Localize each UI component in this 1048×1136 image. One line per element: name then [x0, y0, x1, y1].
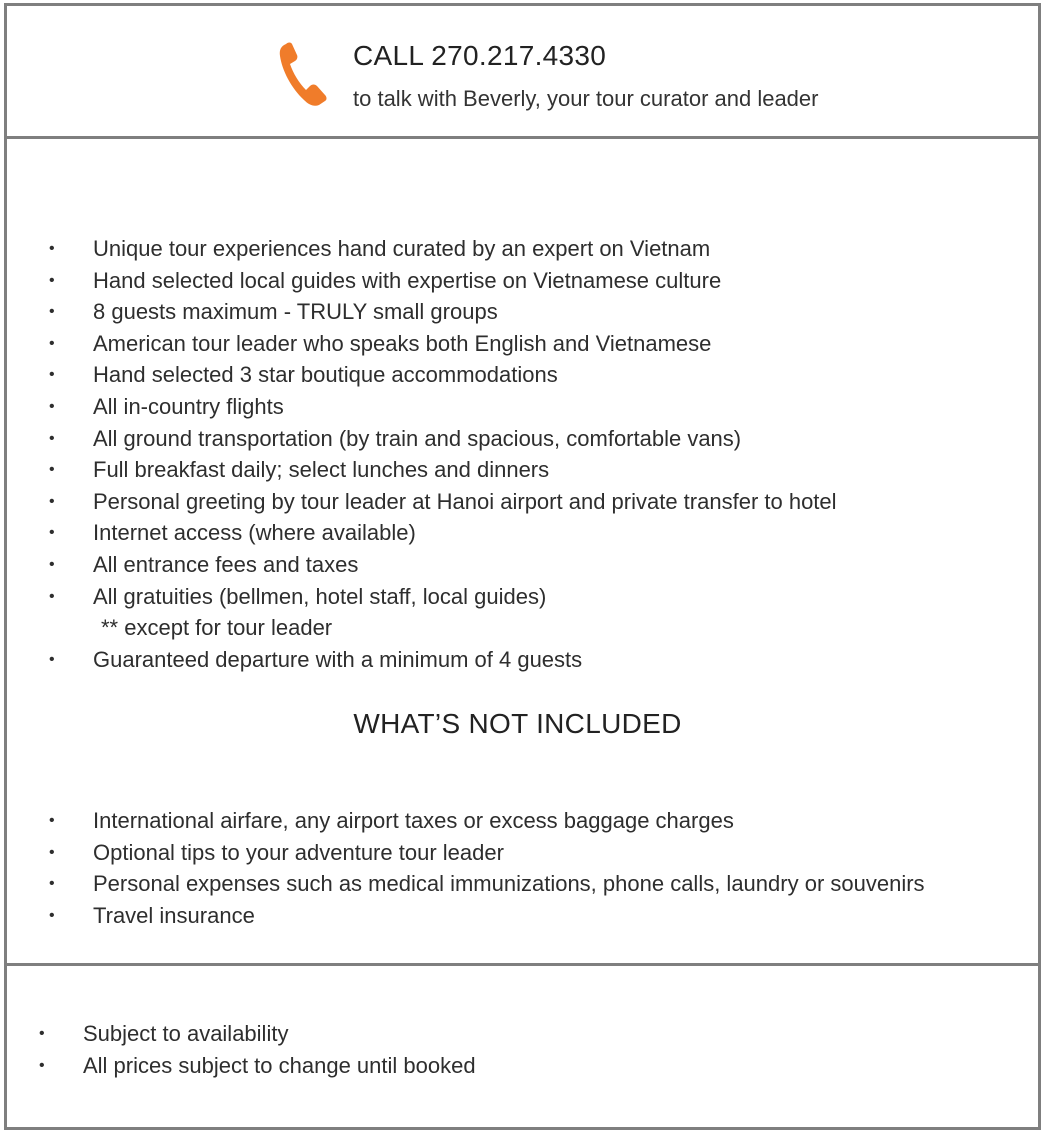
list-item: • All prices subject to change until booked [83, 1050, 476, 1082]
bullet-icon: • [49, 429, 55, 447]
included-list [49, 233, 837, 675]
list-item: • Hand selected 3 star boutique accommodations [93, 359, 837, 391]
bullet-icon: • [49, 334, 55, 352]
list-item: • Subject to availability [83, 1018, 476, 1050]
bullet-icon: • [49, 240, 55, 257]
list-item: • Internet access (where available) [93, 517, 837, 549]
list-item: • All ground transportation (by train and spacious, comfortable vans) [93, 423, 837, 455]
list-item: • Hand selected local guides with expertise on Vietnamese culture [93, 265, 837, 297]
contact-subtitle: to talk with Beverly, your tour curator and leader [353, 86, 819, 111]
list-item: • Travel insurance [93, 900, 925, 932]
footer-list [39, 1018, 476, 1081]
list-item: • Full breakfast daily; select lunches and dinners [93, 454, 837, 486]
bullet-icon: • [49, 524, 55, 542]
list-item: • American tour leader who speaks both English and Vietnamese [93, 328, 837, 360]
list-item: • Personal expenses such as medical immunizations, phone calls, laundry or souvenirs [93, 868, 925, 900]
info-panel [4, 3, 1041, 1130]
not-included-list [49, 805, 925, 931]
list-item: • Personal greeting by tour leader at Hanoi airport and private transfer to hotel [93, 486, 837, 518]
contact-header [7, 6, 1038, 136]
bullet-icon: • [49, 587, 55, 605]
list-item: • Optional tips to your adventure tour leader [93, 837, 925, 869]
bullet-icon: • [49, 843, 55, 861]
list-item: • All in-country flights [93, 391, 837, 423]
bullet-icon: • [49, 271, 55, 289]
bullet-icon: • [39, 1056, 45, 1074]
list-item: • Unique tour experiences hand curated by an expert on Vietnam [93, 233, 837, 265]
phone-icon [277, 40, 331, 110]
list-item: • All gratuities (bellmen, hotel staff, local guides) [93, 581, 837, 613]
list-item: • 8 guests maximum - TRULY small groups [93, 296, 837, 328]
list-item-note: ** except for tour leader [101, 615, 333, 641]
bullet-icon: • [49, 492, 55, 510]
call-number: CALL 270.217.4330 [353, 40, 607, 71]
bullet-icon: • [49, 461, 55, 479]
section-divider [7, 963, 1038, 966]
bullet-icon: • [39, 1025, 45, 1042]
section-divider [7, 136, 1038, 139]
bullet-icon: • [49, 303, 55, 321]
bullet-icon: • [49, 906, 55, 924]
bullet-icon: • [49, 650, 55, 668]
list-item: • International airfare, any airport taxes or excess baggage charges [93, 805, 925, 837]
bullet-icon: • [49, 366, 55, 384]
bullet-icon: • [49, 555, 55, 573]
bullet-icon: • [49, 397, 55, 415]
list-item: • Guaranteed departure with a minimum of 4 guests [93, 644, 837, 676]
bullet-icon: • [49, 875, 55, 893]
not-included-heading: WHAT’S NOT INCLUDED [353, 708, 682, 739]
list-item: • All entrance fees and taxes [93, 549, 837, 581]
bullet-icon: • [49, 812, 55, 829]
